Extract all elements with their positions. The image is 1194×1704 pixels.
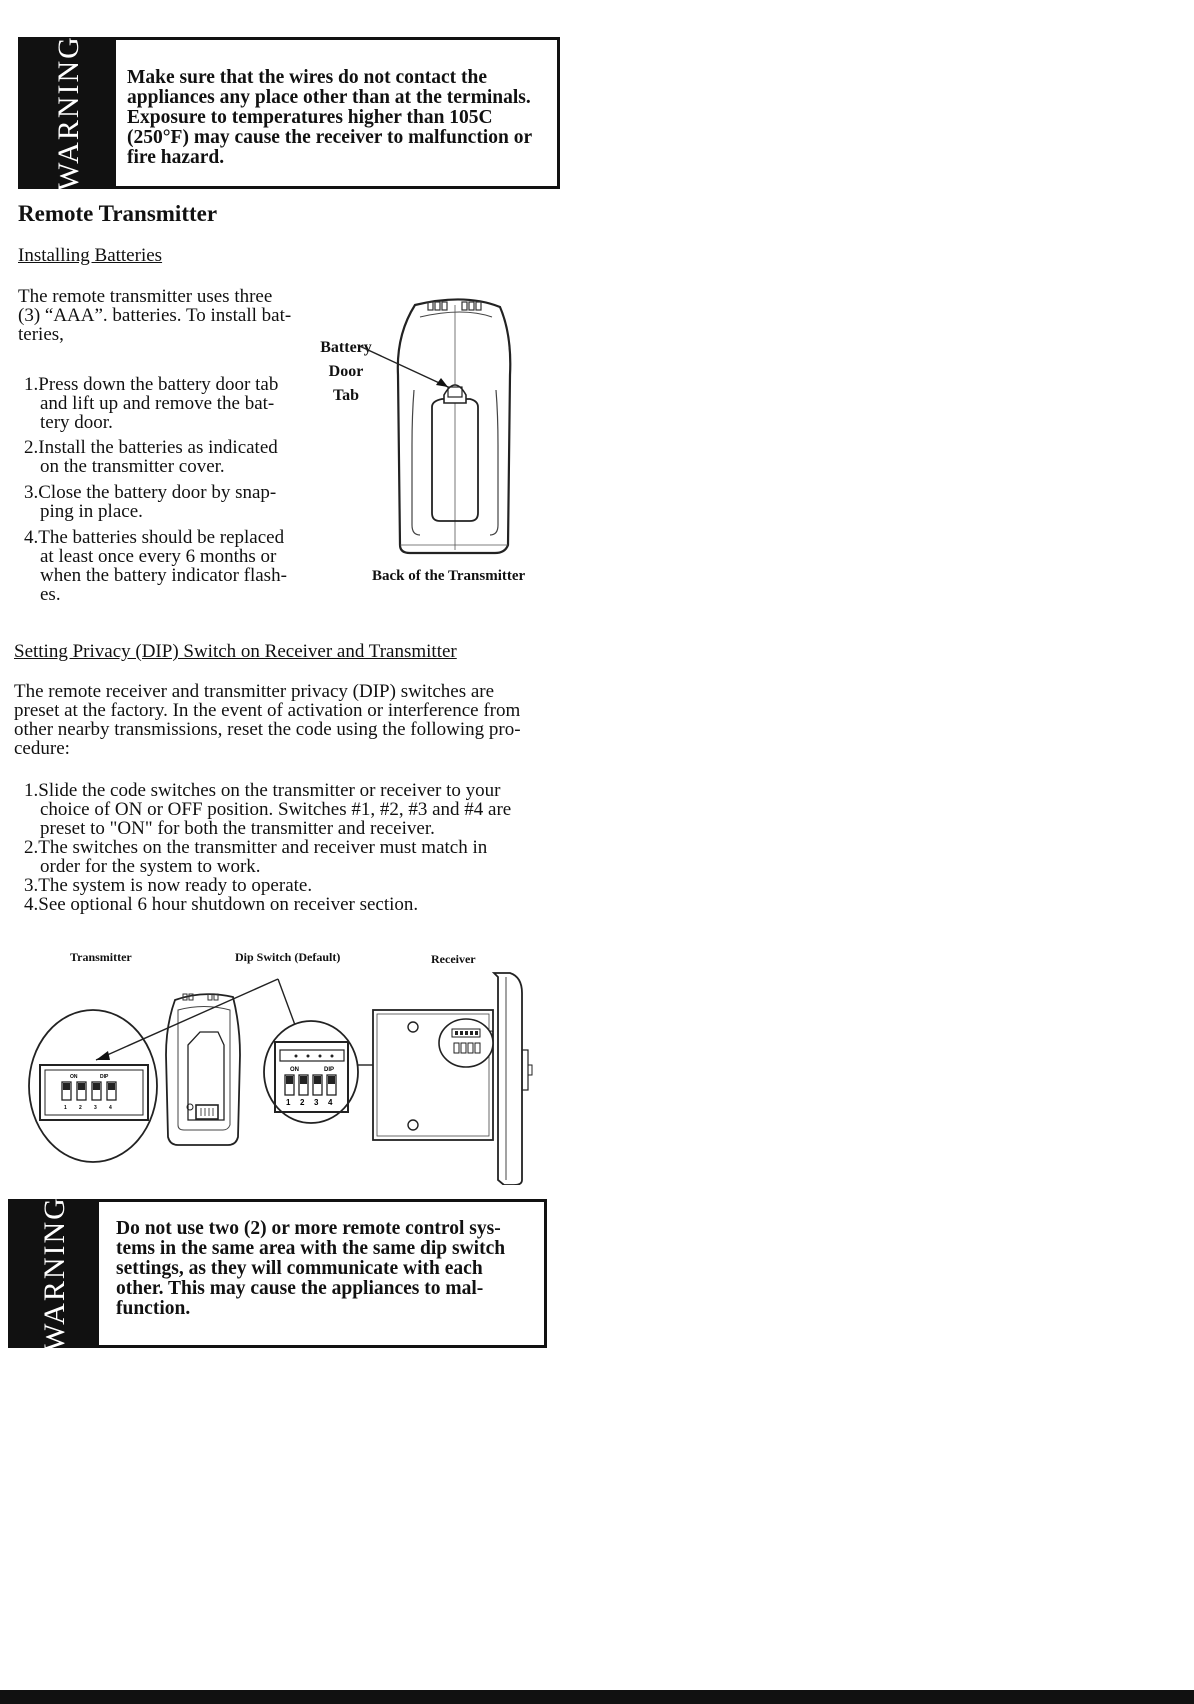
- dip-switch-diagram: [28, 965, 548, 1185]
- section-title: Remote Transmitter: [18, 201, 218, 226]
- svg-text:1: 1: [64, 1105, 67, 1111]
- svg-text:4: 4: [328, 1098, 333, 1107]
- bottom-warning-text: Do not use two (2) or more remote control sys- tems in the same area with the same dip switch settings, as they will communicate with each other. This may cause the appliances to mal- function.: [116, 1218, 506, 1319]
- scan-edge-bar: [0, 1690, 1194, 1704]
- svg-text:2: 2: [79, 1105, 82, 1111]
- list-item: 4.The batteries should be replaced at least once every 6 months or when the battery indicator flash- es.: [24, 527, 287, 605]
- svg-text:ON: ON: [290, 1067, 299, 1073]
- diagram-label-transmitter: Transmitter: [70, 950, 132, 964]
- installing-intro: The remote transmitter uses three (3) “AAA”. batteries. To install bat- teries,: [18, 286, 292, 345]
- dip-steps: [24, 781, 584, 914]
- list-item: 1.Press down the battery door tab and lift up and remove the bat- tery door.: [24, 374, 279, 433]
- svg-text:ON: ON: [70, 1074, 78, 1080]
- diagram-label-receiver: Receiver: [431, 952, 476, 966]
- svg-text:DIP: DIP: [324, 1067, 335, 1073]
- svg-text:2: 2: [300, 1098, 305, 1107]
- bottom-warning-box: [8, 1195, 547, 1352]
- svg-text:3: 3: [314, 1098, 319, 1107]
- list-item: 3.The system is now ready to operate.: [24, 875, 313, 896]
- svg-text:1: 1: [286, 1098, 291, 1107]
- svg-text:3: 3: [94, 1105, 97, 1111]
- svg-text:4: 4: [109, 1105, 112, 1111]
- dip-intro: The remote receiver and transmitter privacy (DIP) switches are preset at the factory. In the event of activation or interference from other nearby transmissions, reset the code using the following pro- cedure:: [14, 681, 521, 759]
- battery-door-tab-callout: Battery Door Tab: [320, 339, 372, 404]
- bottom-warning-side-label: WARNING: [11, 1202, 99, 1345]
- list-item: 2.The switches on the transmitter and receiver must match in order for the system to work.: [24, 837, 488, 877]
- list-item: 2.Install the batteries as indicated on the transmitter cover.: [24, 437, 278, 477]
- dip-switch-heading: Setting Privacy (DIP) Switch on Receiver and Transmitter: [14, 641, 457, 662]
- top-warning-side-label: WARNING: [21, 40, 116, 186]
- transmitter-back-caption: Back of the Transmitter: [372, 568, 526, 584]
- list-item: 4.See optional 6 hour shutdown on receiver section.: [24, 894, 419, 915]
- top-warning-box: [18, 37, 560, 189]
- installing-batteries-heading: Installing Batteries: [18, 245, 163, 266]
- top-warning-text: Make sure that the wires do not contact the appliances any place other than at the terminals. Exposure to temperatures higher than 105C (250°F) may cause the receiver to malfunction or fire hazard.: [127, 67, 533, 168]
- transmitter-back-illustration: [360, 295, 520, 565]
- list-item: 1.Slide the code switches on the transmitter or receiver to your choice of ON or OFF position. Switches #1, #2, #3 and #4 are preset to "ON" for both the transmitter and receiver.: [24, 780, 512, 839]
- list-item: 3.Close the battery door by snap- ping in place.: [24, 482, 277, 522]
- installing-steps: [24, 375, 324, 604]
- svg-text:DIP: DIP: [100, 1074, 109, 1080]
- diagram-label-dip-switch: Dip Switch (Default): [235, 950, 341, 964]
